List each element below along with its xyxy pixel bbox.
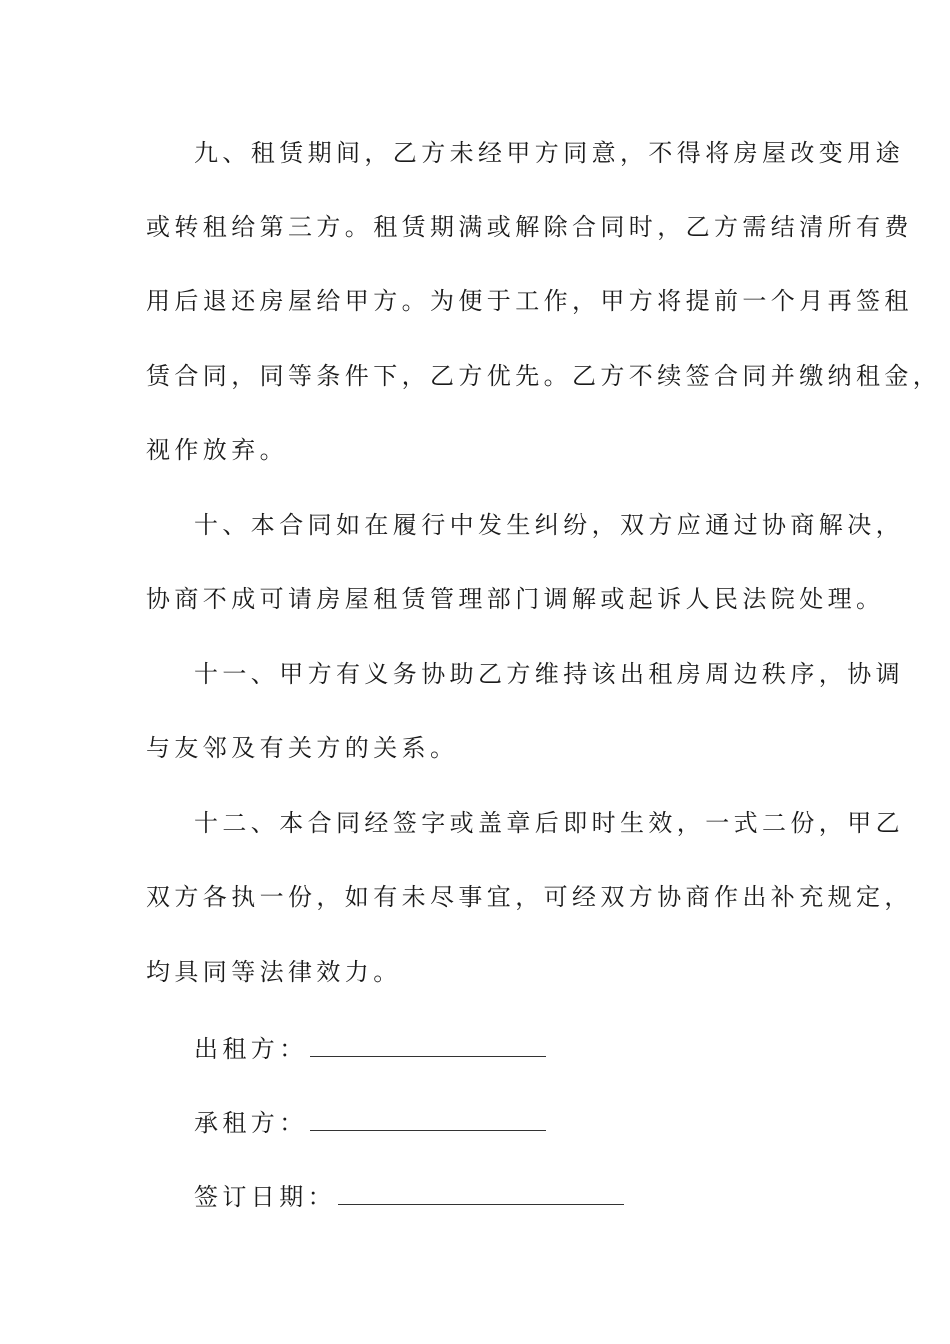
- clause-11-line-1: 十一、甲方有义务协助乙方维持该出租房周边秩序，协调: [194, 660, 904, 688]
- clause-9-line-5: 视作放弃。: [146, 436, 288, 464]
- clause-10-line-2: 协商不成可请房屋租赁管理部门调解或起诉人民法院处理。: [146, 585, 885, 613]
- clause-9-line-1: 九、租赁期间，乙方未经甲方同意，不得将房屋改变用途: [194, 139, 904, 167]
- clause-12-line-2: 双方各执一份，如有未尽事宜，可经双方协商作出补充规定，: [146, 883, 913, 911]
- clause-9-line-2: 或转租给第三方。租赁期满或解除合同时，乙方需结清所有费: [146, 213, 913, 241]
- clause-12-line-3: 均具同等法律效力。: [146, 958, 402, 986]
- date-signature-blank[interactable]: [338, 1182, 624, 1205]
- lessor-signature-blank[interactable]: [310, 1034, 546, 1057]
- clause-11-line-2: 与友邻及有关方的关系。: [146, 734, 459, 762]
- date-label: 签订日期：: [194, 1183, 336, 1211]
- clause-9-line-4: 赁合同，同等条件下，乙方优先。乙方不续签合同并缴纳租金，: [146, 362, 942, 390]
- lessee-signature-row: [194, 1108, 546, 1138]
- clause-10-line-1: 十、本合同如在履行中发生纠纷，双方应通过协商解决，: [194, 511, 904, 539]
- lessor-label: 出租方：: [194, 1035, 308, 1063]
- clause-12-line-1: 十二、本合同经签字或盖章后即时生效，一式二份，甲乙: [194, 809, 904, 837]
- clause-9-line-3: 用后退还房屋给甲方。为便于工作，甲方将提前一个月再签租: [146, 287, 913, 315]
- date-signature-row: [194, 1182, 624, 1212]
- lessor-signature-row: [194, 1034, 546, 1064]
- lessee-label: 承租方：: [194, 1109, 308, 1137]
- lessee-signature-blank[interactable]: [310, 1108, 546, 1131]
